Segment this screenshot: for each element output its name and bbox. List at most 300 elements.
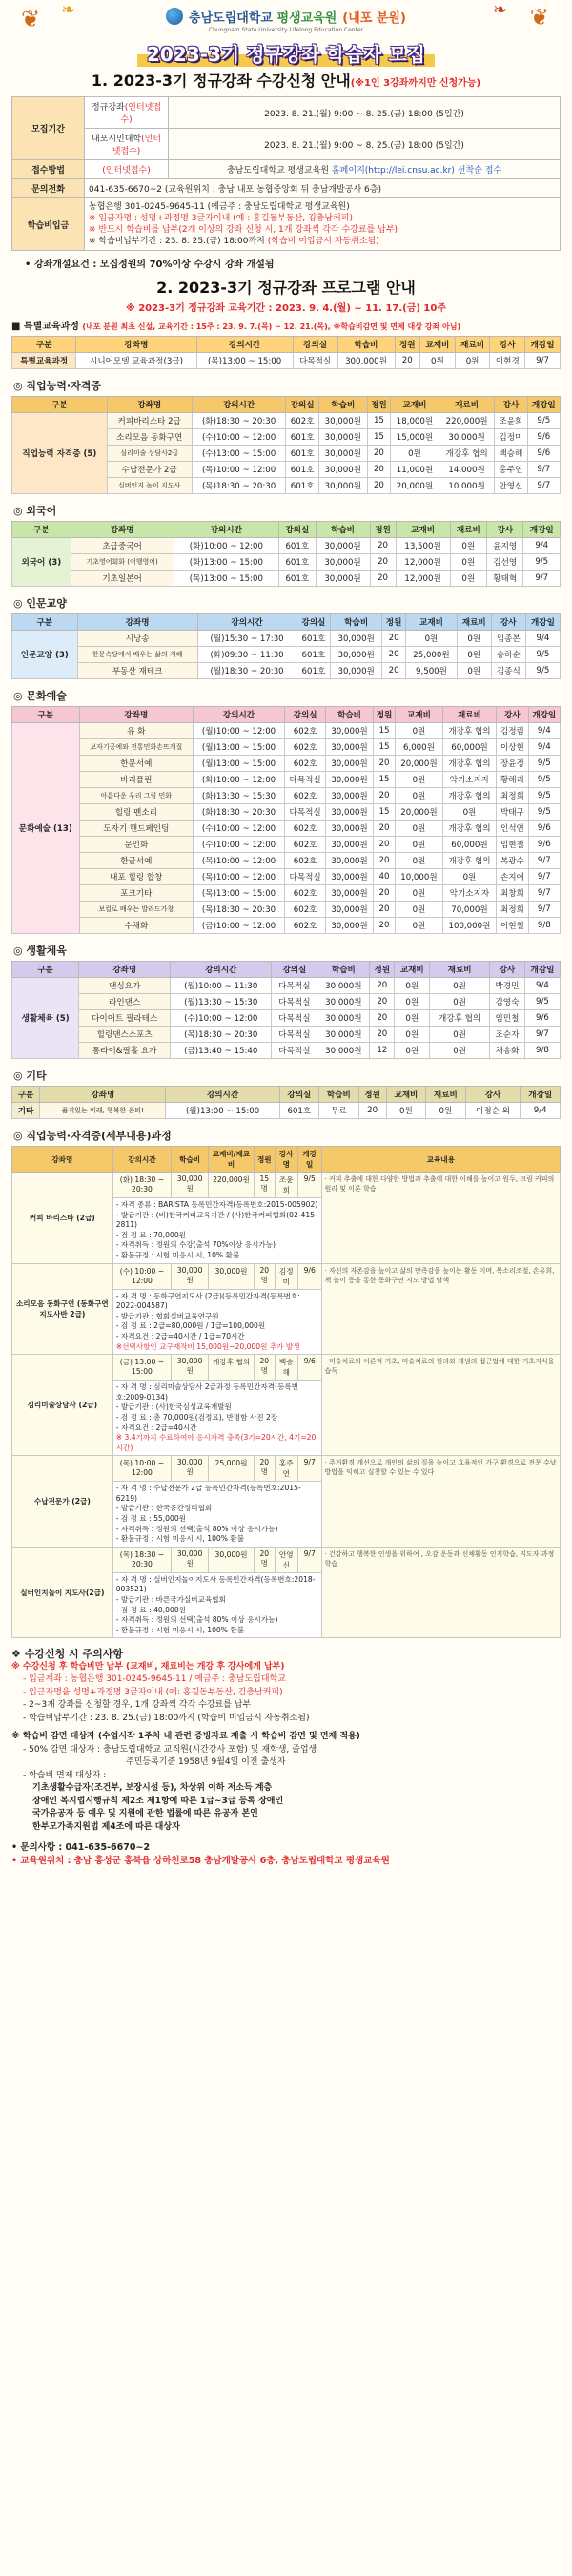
cell-room: 602호 xyxy=(286,413,318,429)
cell-teacher: 손지애 xyxy=(497,869,528,885)
cell-room: 601호 xyxy=(296,663,331,679)
cell-time: (금)13:40 ~ 15:40 xyxy=(171,1043,272,1059)
cell-teacher: 송하순 xyxy=(491,647,525,663)
cell-fee: 30,000원 xyxy=(326,723,373,739)
cell-start: 9/7 xyxy=(528,869,560,885)
cell-cap: 20 xyxy=(367,446,390,462)
table-row xyxy=(12,788,561,804)
column-header: 재료비 xyxy=(442,707,497,723)
column-header: 강좌명 xyxy=(79,962,171,978)
cell-time: (화)18:30 ~ 20:30 xyxy=(192,413,286,429)
detail-course-name: 소리모음 동화구연 (동화구연 지도사반 2급) xyxy=(12,1263,113,1355)
cell-name: 소리모음 동화구연 xyxy=(107,429,192,446)
column-header: 강의시간 xyxy=(166,1087,279,1103)
cell-start: 9/7 xyxy=(527,478,560,494)
cell-fee: 30,000원 xyxy=(331,647,381,663)
cell-name: 부동산 재테크 xyxy=(77,663,197,679)
detail-column-header: 개강일 xyxy=(297,1147,321,1173)
table-row xyxy=(12,902,561,918)
cell-book: 0원 xyxy=(395,978,430,994)
category-title: ◎ 기타 xyxy=(13,1070,47,1082)
detail-head-cell: (목) 18:30 ~ 20:30 xyxy=(112,1547,171,1572)
detail-lines xyxy=(112,1482,321,1548)
cell-room: 602호 xyxy=(284,756,325,772)
cell-book: 0원 xyxy=(406,631,457,647)
cell-name: 라인댄스 xyxy=(79,994,171,1010)
maple-leaf-icon: ❧ xyxy=(61,0,76,20)
detail-head-cell: 백승해 xyxy=(275,1355,297,1381)
column-header: 학습비 xyxy=(337,337,395,353)
cell-book: 0원 xyxy=(396,918,442,934)
detail-column-header: 교재비/재료비 xyxy=(209,1147,255,1173)
detail-head-cell: 25,000원 xyxy=(209,1456,255,1482)
detail-lines xyxy=(112,1381,321,1456)
cell-book: 0원 xyxy=(396,788,442,804)
cell-name: 수납전문가 2급 xyxy=(107,462,192,478)
column-header: 강좌명 xyxy=(77,614,197,631)
cell-room: 602호 xyxy=(284,853,325,869)
table-row xyxy=(12,739,561,756)
table-row xyxy=(12,821,561,837)
cell-mat: 100,000원 xyxy=(442,918,497,934)
cell-fee: 30,000원 xyxy=(326,804,373,821)
column-header: 강좌명 xyxy=(40,1087,166,1103)
detail-course-name: 심리미술상담사 (2급) xyxy=(12,1355,113,1456)
cell-time: (월)10:00 ~ 12:00 xyxy=(194,723,285,739)
category-group: 직업능력 자격증 (5) xyxy=(12,413,108,494)
section2-period: ※ 2023-3기 정규강좌 교육기간 : 2023. 9. 4.(월) ~ 11. 17.(금) 10주 xyxy=(125,303,447,314)
cell-book: 20,000원 xyxy=(390,478,439,494)
table-row xyxy=(12,918,561,934)
page-title: 2023-3기 정규강좌 학습자 모집 xyxy=(137,39,435,67)
cell-room: 601호 xyxy=(286,478,318,494)
cell-book: 0원 xyxy=(390,446,439,462)
payment-label: 학습비입금 xyxy=(12,198,85,251)
cell-book: 25,000원 xyxy=(406,647,457,663)
column-header: 강의시간 xyxy=(197,614,296,631)
cell-fee: 30,000원 xyxy=(326,756,373,772)
cell-name: 문인화 xyxy=(79,837,193,853)
cell-teacher: 이현철 xyxy=(497,918,528,934)
table-row xyxy=(12,554,561,571)
cell-book: 0원 xyxy=(396,902,442,918)
cell-name: 커피바리스타 2급 xyxy=(107,413,192,429)
cell-teacher: 박경민 xyxy=(489,978,524,994)
detail-row xyxy=(12,1456,561,1482)
cell-start: 9/5 xyxy=(523,554,561,571)
cell-cap: 20 xyxy=(373,756,395,772)
cell-start: 9/8 xyxy=(524,1043,560,1059)
cell-cap: 20 xyxy=(373,853,395,869)
cell-cap: 20 xyxy=(373,902,395,918)
table-row xyxy=(12,647,561,663)
cell-mat: 60,000원 xyxy=(442,739,497,756)
cell-cap: 20 xyxy=(367,478,390,494)
column-header: 강의실 xyxy=(296,614,331,631)
cell-room: 601호 xyxy=(286,462,318,478)
cell-book: 0원 xyxy=(395,994,430,1010)
cell-room: 601호 xyxy=(286,429,318,446)
detail-head-cell: 9/5 xyxy=(297,1173,321,1198)
column-header: 재료비 xyxy=(426,1087,465,1103)
column-header: 교재비 xyxy=(396,522,450,538)
cell-fee: 30,000원 xyxy=(326,869,373,885)
cell-teacher: 최정희 xyxy=(497,902,528,918)
cell-room: 602호 xyxy=(284,918,325,934)
cell-fee: 30,000원 xyxy=(318,413,367,429)
column-header: 구분 xyxy=(12,522,72,538)
cell-start: 9/8 xyxy=(528,918,560,934)
cell-time: (목)18:30 ~ 20:30 xyxy=(192,478,286,494)
cell-time: (목)13:00 ~ 15:00 xyxy=(174,571,279,587)
cell-fee: 30,000원 xyxy=(317,1010,370,1027)
cell-mat: 0원 xyxy=(430,994,490,1010)
cell-teacher: 이상현 xyxy=(497,739,528,756)
cell-time: (목)18:30 ~ 20:30 xyxy=(171,1027,272,1043)
column-header: 정원 xyxy=(370,522,396,538)
cell-time: (월)13:00 ~ 15:00 xyxy=(166,1103,279,1119)
cell-name: 다이어트 필라테스 xyxy=(79,1010,171,1027)
detail-description: · 건강하고 행복한 인생을 위하여 , 오감 운동과 신체활동 인지학습, 지도자 과정 학습 xyxy=(321,1547,560,1638)
cell-name: 시낭송 xyxy=(77,631,197,647)
column-header: 강의시간 xyxy=(171,962,272,978)
column-header: 구분 xyxy=(12,397,108,413)
cell-mat: 14,000원 xyxy=(439,462,494,478)
column-header: 학습비 xyxy=(319,1087,358,1103)
detail-line: - 환불규정 : 시험 미응시 시, 100% 환불 xyxy=(115,1534,245,1544)
detail-description: · 주거환경 개선으로 개인의 삶의 질을 높이고 효율적인 가구 환경으로 전문 수납 방법을 익히고 실천할 수 있는 수 있다 xyxy=(321,1456,560,1548)
cell-room: 다목적실 xyxy=(284,804,325,821)
column-header: 강좌명 xyxy=(107,397,192,413)
cell-teacher: 박태구 xyxy=(497,804,528,821)
detail-line: - 자격요건 : 2급=40시간 / 1급=70시간 xyxy=(115,1331,245,1340)
cell-room: 601호 xyxy=(296,647,331,663)
cell-cap: 20 xyxy=(381,647,405,663)
cell-book: 0원 xyxy=(396,837,442,853)
detail-column-header: 정원 xyxy=(254,1147,275,1173)
cell-name: 보자기공예와 전통민화손뜨개질 xyxy=(79,739,193,756)
cell-time: (목)10:00 ~ 12:00 xyxy=(194,853,285,869)
cell-start: 9/4 xyxy=(528,739,560,756)
cell-start: 9/4 xyxy=(528,723,560,739)
cell-time: (목)10:00 ~ 12:00 xyxy=(192,462,286,478)
category-table-job xyxy=(11,396,561,494)
cell-room: 602호 xyxy=(284,788,325,804)
cell-fee: 30,000원 xyxy=(316,571,370,587)
column-header: 재료비 xyxy=(455,337,490,353)
cell-start: 9/6 xyxy=(528,821,560,837)
detail-head-cell: 조윤희 xyxy=(275,1173,297,1198)
cell-cap: 15 xyxy=(373,739,395,756)
table-row xyxy=(12,804,561,821)
cell-mat: 70,000원 xyxy=(442,902,497,918)
detail-head-cell: 15명 xyxy=(254,1173,275,1198)
category-table-culture xyxy=(11,706,561,934)
cell-fee: 30,000원 xyxy=(318,478,367,494)
cell-name: 실버인지 놀이 지도사 xyxy=(107,478,192,494)
category-group: 생활체육 (5) xyxy=(12,978,79,1059)
column-header: 강의실 xyxy=(279,522,316,538)
category-table-etc xyxy=(11,1086,561,1119)
cell-mat: 개강후 협의 xyxy=(442,821,497,837)
cell-room: 602호 xyxy=(284,723,325,739)
column-header: 개강일 xyxy=(525,614,560,631)
column-header: 구분 xyxy=(12,962,79,978)
cell-book: 0원 xyxy=(395,1027,430,1043)
table-row xyxy=(12,1043,561,1059)
cell-mat: 0원 xyxy=(430,1027,490,1043)
cell-time: (월)18:30 ~ 20:30 xyxy=(197,663,296,679)
column-header: 강사 xyxy=(465,1087,521,1103)
column-header: 구분 xyxy=(12,614,78,631)
table-row xyxy=(12,538,561,554)
cell-time: (목)10:00 ~ 12:00 xyxy=(194,869,285,885)
apply-period-label: 모집기간 xyxy=(12,97,85,160)
cell-fee: 30,000원 xyxy=(326,837,373,853)
cell-time: (목)18:30 ~ 20:30 xyxy=(194,902,285,918)
cell-book: 0원 xyxy=(386,1103,425,1119)
internet-apply-link[interactable]: (인터넷접수) xyxy=(112,135,162,156)
logo-main: 충남도립대학교 xyxy=(189,10,273,26)
contact-text: 041-635-6670~2 (교육원위치 : 충남 내포 농협중앙회 뒤 충남개발공사 6층) xyxy=(85,179,561,198)
table-row xyxy=(12,413,561,429)
detail-head-cell: 20명 xyxy=(254,1355,275,1381)
cell-teacher: 임종본 xyxy=(491,631,525,647)
column-header: 학습비 xyxy=(317,962,370,978)
detail-description: · 미술치료의 이론적 기초, 미술치료의 원리와 개념의 접근법에 대한 기초지식을 습득 xyxy=(321,1355,560,1456)
cell-start: 9/7 xyxy=(527,462,560,478)
cell-name: 도자기 핸드페인팅 xyxy=(79,821,193,837)
cell-book: 0원 xyxy=(395,1010,430,1027)
maple-leaf-icon: ❦ xyxy=(21,6,41,32)
cell-start: 9/6 xyxy=(527,429,560,446)
column-header: 정원 xyxy=(395,337,420,353)
cell-time: (화)10:00 ~ 12:00 xyxy=(194,772,285,788)
cell-cap: 15 xyxy=(373,772,395,788)
cell-book: 15,000원 xyxy=(390,429,439,446)
table-row xyxy=(12,1027,561,1043)
detail-head-cell: 30,000원 xyxy=(172,1456,209,1482)
detail-line: - 검 정 료 : 55,000원 xyxy=(115,1514,186,1524)
cell-cap: 20 xyxy=(370,994,395,1010)
cell-fee: 30,000원 xyxy=(326,918,373,934)
cell-cap: 20 xyxy=(370,538,396,554)
cell-mat: 0원 xyxy=(450,554,486,571)
cell-book: 6,000원 xyxy=(396,739,442,756)
detail-head-cell: 30,000원 xyxy=(172,1355,209,1381)
cell-room: 601호 xyxy=(279,538,316,554)
table-row xyxy=(12,994,561,1010)
detail-line: - 검 정 료 : 2급=80,000원 / 1급=100,000원 xyxy=(115,1321,266,1331)
cell-teacher: 최창희 xyxy=(497,885,528,902)
cell-start: 9/7 xyxy=(528,902,560,918)
detail-line: - 발급기관 : (비)한국커피교육기관 / (사)한국커피협회(02-415-2811) xyxy=(115,1210,317,1230)
detail-head-cell: 20명 xyxy=(254,1456,275,1482)
column-header: 학습비 xyxy=(331,614,381,631)
section2-title: 2. 2023-3기 정규강좌 프로그램 안내 xyxy=(156,279,416,297)
cell-start: 9/5 xyxy=(525,663,560,679)
cell-start: 9/4 xyxy=(525,631,560,647)
category-table-human xyxy=(11,613,561,679)
detail-line: - 자 격 명 : 심리미술상담사 2급과정 등록민간자격(등록번호:2009-0134) xyxy=(115,1382,299,1402)
university-logo-icon xyxy=(166,8,183,25)
column-header: 강의시간 xyxy=(174,522,279,538)
special-course-table: 구분 강좌명 강의시간 강의실 학습비 정원 교재비 재료비 강사 개강일 특별교육과정 시니어모델 교육과정(3급) (목)13:00 ~ 15:00 다목적실 300,000원 20 0원 0원 이현경 9/7 xyxy=(11,336,561,369)
column-header: 구분 xyxy=(12,337,76,353)
column-header: 교재비 xyxy=(406,614,457,631)
column-header: 강사 xyxy=(490,337,525,353)
cell-room: 다목적실 xyxy=(284,869,325,885)
cell-name: 초급중국어 xyxy=(71,538,174,554)
cell-teacher: 윤지영 xyxy=(487,538,523,554)
cell-time: (화)09:30 ~ 11:30 xyxy=(197,647,296,663)
column-header: 교재비 xyxy=(395,962,430,978)
cell-cap: 15 xyxy=(373,804,395,821)
detail-line: - 자격 종류 : BARISTA 등록민간자격(등록번호:2015-005902) xyxy=(115,1200,318,1209)
column-header: 강좌명 xyxy=(71,522,174,538)
category-table-lang xyxy=(11,521,561,587)
cell-room: 다목적실 xyxy=(272,1010,317,1027)
cell-mat: 개강후 협의 xyxy=(430,1010,490,1027)
cell-time: (수)10:00 ~ 12:00 xyxy=(194,821,285,837)
cell-book: 0원 xyxy=(396,723,442,739)
column-header: 강좌명 xyxy=(79,707,193,723)
cell-mat: 개강후 협의 xyxy=(442,756,497,772)
cell-teacher: 임현철 xyxy=(497,837,528,853)
column-header: 강의실 xyxy=(272,962,317,978)
cell-time: (목)13:00 ~ 15:00 xyxy=(194,885,285,902)
cell-name: 한문서예 xyxy=(79,756,193,772)
cell-time: (수)13:00 ~ 15:00 xyxy=(192,446,286,462)
detail-title: ◎ 직업능력·자격증(세부내용)과정 xyxy=(13,1130,172,1142)
cell-room: 601호 xyxy=(279,554,316,571)
column-header: 강사 xyxy=(491,614,525,631)
column-header: 강의시간 xyxy=(194,707,285,723)
column-header: 개강일 xyxy=(525,337,561,353)
category-title: ◎ 외국어 xyxy=(13,505,57,517)
cell-teacher: 김정림 xyxy=(497,723,528,739)
column-header: 교재비 xyxy=(390,397,439,413)
cell-teacher: 황태혁 xyxy=(487,571,523,587)
detail-course-name: 수납전문가 (2급) xyxy=(12,1456,113,1548)
cell-book: 0원 xyxy=(395,1043,430,1059)
detail-line: - 발급기관 : 협회실버교육연구원 xyxy=(115,1311,219,1320)
cell-cap: 20 xyxy=(370,554,396,571)
cell-name: 댄싱요가 xyxy=(79,978,171,994)
category-group: 외국어 (3) xyxy=(12,538,72,587)
cell-room: 다목적실 xyxy=(272,978,317,994)
table-row xyxy=(12,869,561,885)
column-header: 재료비 xyxy=(450,522,486,538)
column-header: 정원 xyxy=(370,962,395,978)
cell-book: 20,000원 xyxy=(396,756,442,772)
homepage-link[interactable]: 홈페이지(http://lei.cnsu.ac.kr) 선착순 접수 xyxy=(331,166,502,176)
detail-table xyxy=(11,1146,561,1638)
column-header: 개강일 xyxy=(521,1087,561,1103)
cell-teacher: 김영숙 xyxy=(489,994,524,1010)
column-header: 강의시간 xyxy=(192,397,286,413)
cell-fee: 30,000원 xyxy=(326,788,373,804)
detail-column-header: 강좌명 xyxy=(12,1147,113,1173)
cell-time: (수)10:00 ~ 12:00 xyxy=(192,429,286,446)
internet-apply-link[interactable]: (인터넷접수) xyxy=(85,160,169,179)
cell-start: 9/5 xyxy=(528,756,560,772)
cell-cap: 20 xyxy=(373,918,395,934)
course-name: 시니어모델 교육과정(3급) xyxy=(76,353,196,369)
cell-teacher: 인석연 xyxy=(497,821,528,837)
cell-cap: 15 xyxy=(367,429,390,446)
detail-head-cell: (수) 10:00 ~ 12:00 xyxy=(112,1263,171,1289)
detail-head-cell: 20명 xyxy=(254,1263,275,1289)
column-header: 강의시간 xyxy=(196,337,293,353)
internet-apply-link[interactable]: (인터넷접수) xyxy=(120,103,162,125)
cell-time: (월)15:30 ~ 17:30 xyxy=(197,631,296,647)
cell-name: 기초영어회화 (여행영어) xyxy=(71,554,174,571)
detail-line: - 자격취득 : 정원의 선택(출석 80% 이상 응시가능) xyxy=(115,1615,278,1625)
cell-mat: 0원 xyxy=(430,978,490,994)
cell-cap: 20 xyxy=(370,1027,395,1043)
cell-room: 602호 xyxy=(284,885,325,902)
cell-cap: 40 xyxy=(373,869,395,885)
table-row xyxy=(12,571,561,587)
cell-cap: 20 xyxy=(373,837,395,853)
detail-line: - 환불규정 : 시험 미응시 시, 100% 환불 xyxy=(115,1625,245,1634)
cell-name: 포크기타 xyxy=(79,885,193,902)
cell-start: 9/5 xyxy=(528,788,560,804)
table-row xyxy=(12,772,561,788)
detail-line: - 검 정 료 : 40,000원 xyxy=(115,1605,186,1614)
detail-column-header: 학습비 xyxy=(172,1147,209,1173)
table-row xyxy=(12,631,561,647)
cell-name: 힐링댄스스포츠 xyxy=(79,1027,171,1043)
cell-teacher: 채송화 xyxy=(489,1043,524,1059)
detail-line: - 자 격 명 : 실버인지놀이지도사 등록민간자격(등록번호:2018-003521) xyxy=(115,1574,316,1594)
cell-name: 기초일본어 xyxy=(71,571,174,587)
cell-book: 18,000원 xyxy=(390,413,439,429)
detail-head-cell: (목) 10:00 ~ 12:00 xyxy=(112,1456,171,1482)
cell-time: (화)13:30 ~ 15:30 xyxy=(194,788,285,804)
category-group: 인문교양 (3) xyxy=(12,631,78,679)
detail-row xyxy=(12,1547,561,1572)
cell-room: 601호 xyxy=(279,1103,318,1119)
cell-teacher: 안영신 xyxy=(495,478,527,494)
logo-tag: (내포 분원) xyxy=(342,10,406,26)
cell-cap: 15 xyxy=(367,413,390,429)
detail-head-cell: 9/7 xyxy=(297,1456,321,1482)
apply-method-label: 접수방법 xyxy=(12,160,85,179)
cell-teacher: 이정순 외 xyxy=(465,1103,521,1119)
cell-fee: 30,000원 xyxy=(317,1027,370,1043)
detail-line: - 자 격 명 : 수납전문가 2급 등록민간자격(등록번호:2015-6219) xyxy=(115,1484,301,1503)
cell-teacher: 임민철 xyxy=(489,1010,524,1027)
cell-fee: 30,000원 xyxy=(316,554,370,571)
table-row xyxy=(12,885,561,902)
cell-room: 602호 xyxy=(284,821,325,837)
course-condition: • 강좌개설요건 : 모집정원의 70%이상 수강시 강좌 개설됨 xyxy=(25,260,275,270)
cell-fee: 30,000원 xyxy=(318,462,367,478)
cell-time: (금)10:00 ~ 12:00 xyxy=(194,918,285,934)
cell-mat: 개강후 협의 xyxy=(442,723,497,739)
cell-name: 내포 힐링 합창 xyxy=(79,869,193,885)
detail-head-cell: 홍주연 xyxy=(275,1456,297,1482)
cell-start: 9/4 xyxy=(523,538,561,554)
cell-fee: 30,000원 xyxy=(331,631,381,647)
cell-start: 9/4 xyxy=(524,978,560,994)
category-table-life xyxy=(11,961,561,1059)
cell-fee: 30,000원 xyxy=(326,821,373,837)
detail-lines xyxy=(112,1289,321,1355)
detail-row xyxy=(12,1173,561,1198)
